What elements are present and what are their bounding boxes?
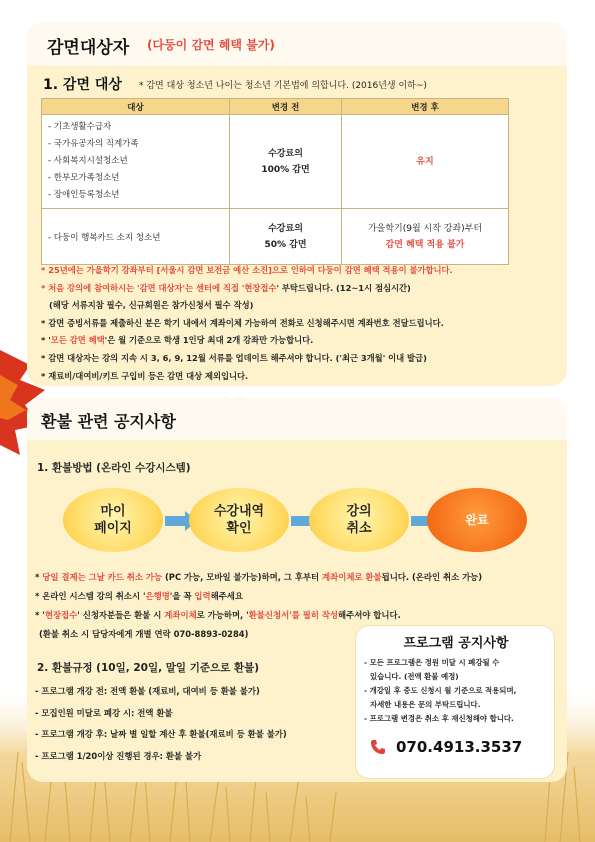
discount-table [41, 98, 509, 265]
table-row [42, 115, 509, 209]
table-cell-targets [42, 115, 230, 209]
table-header-after: 변경 후 [342, 99, 509, 115]
phone-contact[interactable] [370, 738, 522, 756]
note-line: * 25년에는 가을학기 강좌부터 [서울시 감면 보전금 예산 소진]으로 인하여 다둥이 감면 혜택 적용이 불가합니다. [41, 265, 453, 275]
discount-section-title: 1. 감면 대상 [43, 77, 122, 93]
table-header-before: 변경 전 [230, 99, 342, 115]
note-line: * '현장접수' 신청자분들은 환불 시 계좌이체로 가능하며, '환불신청서'를 필히 작성해주셔야 합니다. [35, 610, 401, 620]
discount-section-note: * 감면 대상 청소년 나이는 청소년 기본법에 의합니다. (2016년생 이하~) [139, 81, 427, 91]
list-item: - 국가유공자의 직계가족 [48, 139, 139, 149]
phone-icon [370, 739, 386, 755]
step-complete: 완료 [427, 488, 527, 552]
discount-subtitle: (다둥이 감면 혜택 불가) [147, 38, 275, 52]
step-cancel-course: 강의 취소 [309, 488, 409, 552]
note-line: * 당일 결제는 그날 카드 취소 가능 (PC 가능, 모바일 불가능)하며, 그 후부터 계좌이체로 환불됩니다. (온라인 취소 가능) [35, 572, 483, 582]
list-item: - 프로그램 개강 후: 날짜 별 일할 계산 후 환불(재료비 등 환불 불가) [35, 729, 287, 739]
table-header-row [42, 99, 509, 115]
step-my-page: 마이 페이지 [63, 488, 163, 552]
table-cell-after: 유지 [342, 115, 509, 209]
list-item: - 기초생활수급자 [48, 122, 112, 132]
before-line: 50% 감면 [264, 239, 307, 250]
list-item: - 프로그램 변경은 취소 후 재신청해야 합니다. [364, 714, 514, 723]
after-line: 가을학기(9월 시작 강좌)부터 [367, 223, 483, 234]
discount-title: 감면대상자 [47, 38, 130, 58]
table-cell-before [230, 209, 342, 265]
list-item: - 모든 프로그램은 정원 미달 시 폐강될 수 [364, 658, 500, 667]
refund-header [27, 398, 567, 440]
note-line: * '모든 감면 혜택'은 월 기준으로 학생 1인당 최대 2개 강좌만 가능합니다. [41, 335, 314, 346]
note-line: * 처음 강의에 참여하시는 '감면 대상자'는 센터에 직접 '현장접수' 부탁드립니다. (12~1시 점심시간) [41, 282, 411, 293]
phone-number: 070.4913.3537 [396, 738, 523, 756]
program-notice-list [364, 656, 552, 726]
note-line: * 온라인 시스템 강의 취소시 '은행명'을 꼭 입력해주세요 [35, 591, 243, 601]
list-item: - 모집인원 미달로 폐강 시: 전액 환불 [35, 707, 173, 718]
refund-method-title: 1. 환불방법 (온라인 수강시스템) [37, 462, 191, 474]
list-item: 있습니다. (전액 환불 예정) [370, 672, 459, 681]
before-line: 수강료의 [268, 223, 303, 234]
list-item: - 한부모가족청소년 [48, 173, 120, 183]
discount-header [27, 22, 567, 66]
refund-rules-title: 2. 환불규정 (10일, 20일, 말일 기준으로 환불) [37, 662, 260, 674]
list-item: 자세한 내용은 문의 부탁드립니다. [370, 700, 481, 709]
list-item: - 프로그램 1/20이상 진행된 경우: 환불 불가 [35, 750, 202, 761]
before-line: 100% 감면 [261, 164, 310, 175]
list-item: - 장애인등록청소년 [48, 190, 120, 200]
table-cell-before [230, 115, 342, 209]
note-line: (환불 취소 시 담당자에게 개별 연락 070-8893-0284) [39, 629, 249, 639]
step-enrollment-check: 수강내역 확인 [189, 488, 289, 552]
refund-title: 환불 관련 공지사항 [41, 412, 176, 431]
discount-panel [27, 22, 567, 386]
table-cell-after [342, 209, 509, 265]
discount-notes [41, 262, 561, 385]
refund-rules [35, 681, 287, 767]
list-item: - 개강일 후 중도 신청시 월 기준으로 적용되며, [364, 686, 517, 695]
table-cell-target: - 다둥이 행복카드 소지 청소년 [42, 209, 230, 265]
table-row [42, 209, 509, 265]
list-item: - 사회복지시설청소년 [48, 156, 128, 166]
note-line: * 감면 대상자는 강의 지속 시 3, 6, 9, 12월 서류를 업데이트 해주셔야 합니다. ('최근 3개월' 이내 발급) [41, 352, 427, 363]
after-line: 감면 혜택 적용 불가 [385, 239, 465, 250]
list-item: - 프로그램 개강 전: 전액 환불 (재료비, 대여비 등 환불 불가) [35, 686, 260, 696]
refund-flow [27, 480, 567, 560]
before-line: 수강료의 [268, 148, 303, 159]
table-header-target: 대상 [42, 99, 230, 115]
note-line: (해당 서류지참 필수, 신규회원은 참가신청서 필수 작성) [49, 300, 254, 311]
program-notice-box [355, 625, 555, 779]
note-line: * 재료비/대여비/키트 구입비 등은 감면 대상 제외입니다. [41, 370, 249, 381]
program-notice-title: 프로그램 공지사항 [403, 636, 509, 651]
note-line: * 감면 증빙서류를 제출하신 분은 학기 내에서 계좌이체 가능하여 전화로 신청해주시면 계좌번호 전달드립니다. [41, 317, 444, 328]
